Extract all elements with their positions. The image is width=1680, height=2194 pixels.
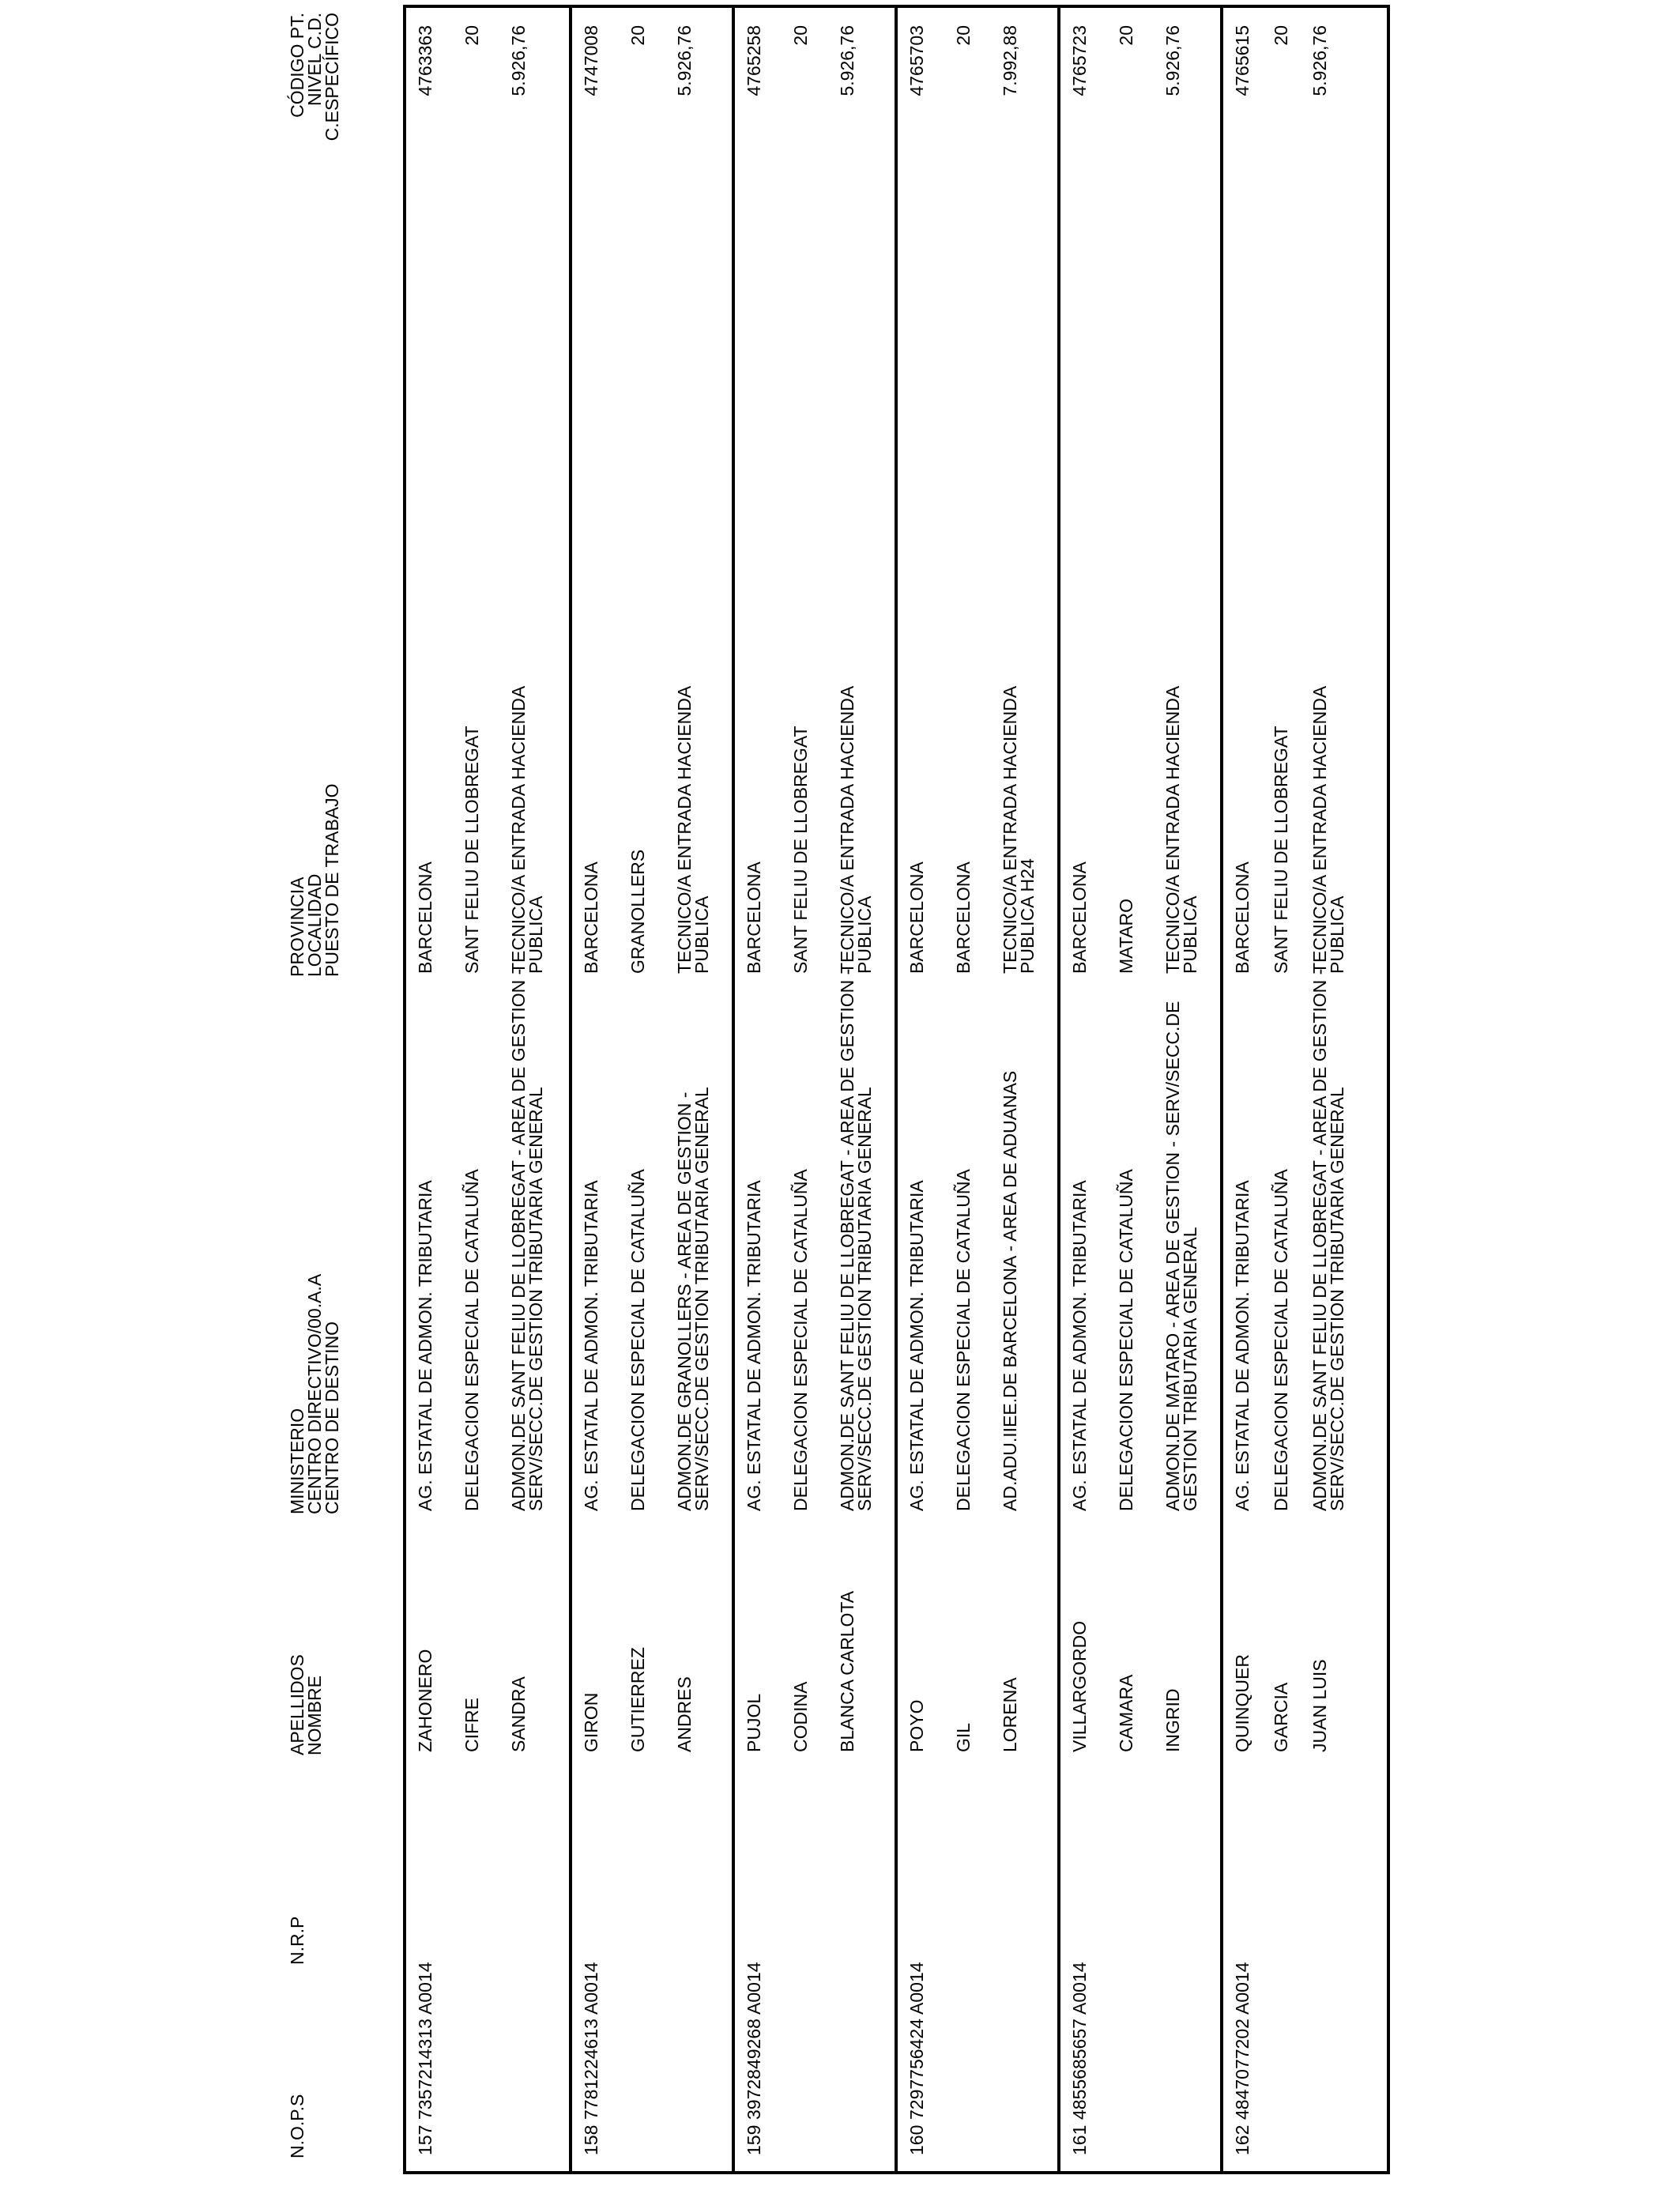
record-centro-destino: AD.ADU.IIEE.DE BARCELONA - AREA DE ADUANAS: [1000, 1070, 1020, 1511]
record-provincia: BARCELONA: [1232, 861, 1252, 974]
record-especifico: 5.926,76: [837, 25, 857, 96]
record-ministerio: AG. ESTATAL DE ADMON. TRIBUTARIA: [581, 1180, 601, 1511]
record-centro-directivo: DELEGACION ESPECIAL DE CATALUÑA: [627, 1169, 648, 1511]
record-provincia: BARCELONA: [415, 861, 435, 974]
record-puesto: TECNICO/A ENTRADA HACIENDA PUBLICA: [1309, 687, 1347, 974]
record-nops: 160: [906, 2124, 927, 2155]
record-nivel: 20: [627, 25, 648, 46]
record-nombre: INGRID: [1162, 1688, 1183, 1752]
record-nrp: 4855685657 A0014: [1069, 1962, 1090, 2120]
record-centro-directivo: DELEGACION ESPECIAL DE CATALUÑA: [1116, 1169, 1136, 1511]
record-localidad: SANT FELIU DE LLOBREGAT: [461, 726, 482, 974]
record-puesto: TECNICO/A ENTRADA HACIENDA PUBLICA H24: [1000, 687, 1038, 974]
record-nivel: 20: [1116, 25, 1136, 46]
record-nrp: 4847077202 A0014: [1232, 1962, 1252, 2120]
record-160: [895, 8, 1062, 2171]
record-ministerio: AG. ESTATAL DE ADMON. TRIBUTARIA: [744, 1180, 764, 1511]
record-nops: 161: [1069, 2124, 1090, 2155]
records-table: [403, 5, 1390, 2174]
record-162: [1220, 8, 1388, 2171]
record-161: [1057, 8, 1225, 2171]
record-157: [406, 8, 571, 2171]
record-apellido1: PUJOL: [744, 1693, 764, 1752]
record-nops: 158: [581, 2124, 601, 2155]
record-centro-destino: ADMON.DE MATARO - AREA DE GESTION - SERV/SECC.DE GESTION TRIBUTARIA GENERAL: [1162, 1001, 1200, 1511]
record-puesto: TECNICO/A ENTRADA HACIENDA PUBLICA: [508, 687, 546, 974]
record-codigo: 4765703: [906, 25, 927, 96]
record-nrp: 7781224613 A0014: [581, 1962, 601, 2120]
record-apellido1: GIRON: [581, 1692, 601, 1752]
header-nrp: N.R.P: [287, 1916, 307, 1965]
record-nrp: 7297756424 A0014: [906, 1962, 927, 2120]
record-apellido1: POYO: [906, 1699, 927, 1752]
header-apellidos: APELLIDOS NOMBRE: [287, 1654, 325, 1755]
record-ministerio: AG. ESTATAL DE ADMON. TRIBUTARIA: [906, 1180, 927, 1511]
header-nops: N.O.P.S: [287, 2094, 307, 2158]
record-nivel: 20: [953, 25, 974, 46]
record-especifico: 7.992,88: [1000, 25, 1020, 96]
record-centro-destino: ADMON.DE GRANOLLERS - AREA DE GESTION - SERV/SECC.DE GESTION TRIBUTARIA GENERAL: [674, 1087, 712, 1511]
record-codigo: 4765615: [1232, 25, 1252, 96]
record-nivel: 20: [461, 25, 482, 46]
record-localidad: MATARO: [1116, 899, 1136, 974]
record-apellido2: CAMARA: [1116, 1674, 1136, 1752]
record-apellido2: CIFRE: [461, 1698, 482, 1752]
record-centro-directivo: DELEGACION ESPECIAL DE CATALUÑA: [953, 1169, 974, 1511]
record-nivel: 20: [790, 25, 811, 46]
record-ministerio: AG. ESTATAL DE ADMON. TRIBUTARIA: [415, 1180, 435, 1511]
record-nrp: 3972849268 A0014: [744, 1962, 764, 2120]
record-158: [569, 8, 736, 2171]
record-centro-directivo: DELEGACION ESPECIAL DE CATALUÑA: [790, 1169, 811, 1511]
record-localidad: SANT FELIU DE LLOBREGAT: [790, 726, 811, 974]
record-nombre: BLANCA CARLOTA: [837, 1590, 857, 1752]
record-nombre: LORENA: [1000, 1677, 1020, 1752]
record-centro-destino: ADMON.DE SANT FELIU DE LLOBREGAT - AREA DE GESTION - SERV/SECC.DE GESTION TRIBUTARIA GENERAL: [1309, 968, 1347, 1511]
record-apellido1: QUINQUER: [1232, 1654, 1252, 1752]
record-puesto: TECNICO/A ENTRADA HACIENDA PUBLICA: [1162, 687, 1200, 974]
record-puesto: TECNICO/A ENTRADA HACIENDA PUBLICA: [837, 687, 875, 974]
record-apellido1: VILLARGORDO: [1069, 1620, 1090, 1752]
record-puesto: TECNICO/A ENTRADA HACIENDA PUBLICA: [674, 687, 712, 974]
record-centro-destino: ADMON.DE SANT FELIU DE LLOBREGAT - AREA DE GESTION - SERV/SECC.DE GESTION TRIBUTARIA GENERAL: [837, 968, 875, 1511]
record-nombre: ANDRES: [674, 1676, 695, 1752]
record-nombre: JUAN LUIS: [1309, 1659, 1330, 1752]
record-localidad: BARCELONA: [953, 861, 974, 974]
record-nops: 159: [744, 2124, 764, 2155]
record-localidad: SANT FELIU DE LLOBREGAT: [1271, 726, 1291, 974]
record-provincia: BARCELONA: [1069, 861, 1090, 974]
header-ministerio: MINISTERIO CENTRO DIRECTIVO/00.A.A CENTRO DE DESTINO: [287, 1273, 342, 1514]
record-localidad: GRANOLLERS: [627, 849, 648, 974]
record-provincia: BARCELONA: [581, 861, 601, 974]
header-codigo: CÓDIGO PT. NIVEL C.D. C.ESPECÍFICO: [287, 13, 342, 141]
record-especifico: 5.926,76: [674, 25, 695, 96]
record-apellido2: GIL: [953, 1722, 974, 1752]
record-nivel: 20: [1271, 25, 1291, 46]
record-especifico: 5.926,76: [1162, 25, 1183, 96]
record-provincia: BARCELONA: [744, 861, 764, 974]
record-centro-destino: ADMON.DE SANT FELIU DE LLOBREGAT - AREA DE GESTION - SERV/SECC.DE GESTION TRIBUTARIA GENERAL: [508, 968, 546, 1511]
record-nops: 157: [415, 2124, 435, 2155]
record-nrp: 7357214313 A0014: [415, 1962, 435, 2120]
record-provincia: BARCELONA: [906, 861, 927, 974]
record-codigo: 4765723: [1069, 25, 1090, 96]
record-codigo: 4747008: [581, 25, 601, 96]
record-ministerio: AG. ESTATAL DE ADMON. TRIBUTARIA: [1232, 1180, 1252, 1511]
record-apellido2: GUTIERREZ: [627, 1647, 648, 1752]
record-codigo: 4763363: [415, 25, 435, 96]
record-ministerio: AG. ESTATAL DE ADMON. TRIBUTARIA: [1069, 1180, 1090, 1511]
record-codigo: 4765258: [744, 25, 764, 96]
record-centro-directivo: DELEGACION ESPECIAL DE CATALUÑA: [1271, 1169, 1291, 1511]
record-centro-directivo: DELEGACION ESPECIAL DE CATALUÑA: [461, 1169, 482, 1511]
record-apellido2: GARCIA: [1271, 1682, 1291, 1752]
record-apellido1: ZAHONERO: [415, 1649, 435, 1752]
record-especifico: 5.926,76: [508, 25, 529, 96]
record-especifico: 5.926,76: [1309, 25, 1330, 96]
record-nops: 162: [1232, 2124, 1252, 2155]
record-apellido2: CODINA: [790, 1681, 811, 1752]
record-nombre: SANDRA: [508, 1676, 529, 1752]
header-provincia: PROVINCIA LOCALIDAD PUESTO DE TRABAJO: [287, 783, 342, 977]
record-159: [732, 8, 899, 2171]
